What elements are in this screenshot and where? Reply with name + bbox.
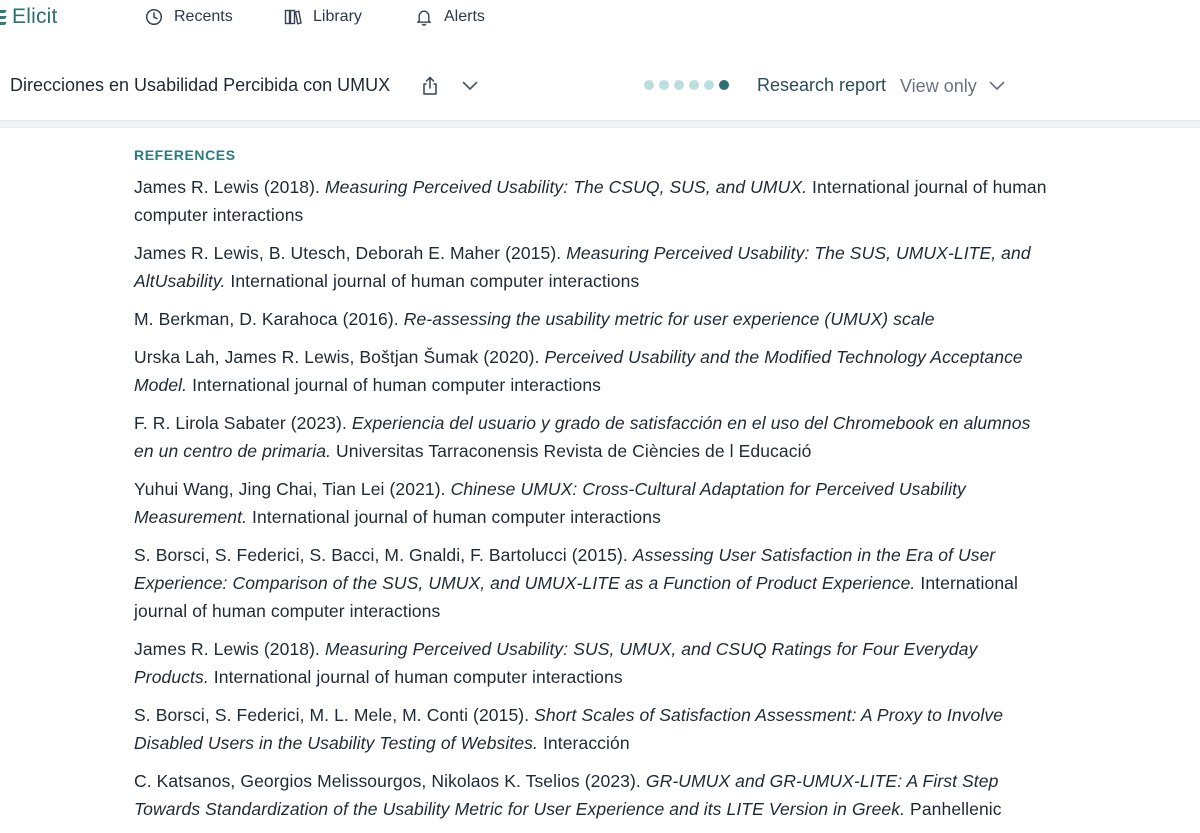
reference-item — [134, 173, 1054, 229]
nav-recents-label: Recents — [174, 8, 233, 25]
document-header — [0, 58, 1200, 114]
reference-item — [134, 475, 1054, 531]
reference-title: GR-UMUX and GR-UMUX-LITE: A First Step Towards Standardization of the Usability Metric for User Experience and its LITE Version in Greek. — [134, 771, 999, 819]
progress-step — [689, 80, 699, 90]
app-logo[interactable] — [0, 4, 58, 30]
chevron-down-icon — [462, 81, 478, 91]
reference-item — [134, 541, 1054, 625]
reference-title: Measuring Perceived Usability: SUS, UMUX, and CSUQ Ratings for Four Everyday Products. — [134, 639, 978, 687]
nav-library-label: Library — [313, 8, 362, 25]
clock-icon — [145, 8, 163, 26]
reference-item — [134, 701, 1054, 757]
bell-icon — [415, 8, 433, 26]
progress-step — [704, 80, 714, 90]
app-name: Elicit — [12, 5, 58, 28]
reference-authors: Yuhui Wang, Jing Chai, Tian Lei (2021). — [134, 479, 446, 499]
reference-title: Re-assessing the usability metric for user experience (UMUX) scale — [403, 309, 935, 329]
view-mode-label: View only — [900, 75, 977, 96]
references-section — [134, 146, 1054, 833]
progress-steps — [644, 80, 729, 90]
reference-venue: International journal of human computer interactions — [252, 507, 661, 527]
share-button[interactable] — [419, 74, 441, 98]
reference-title: Experiencia del usuario y grado de satisfacción en el uso del Chromebook en alumnos en un centro de primaria. — [134, 413, 1031, 461]
reference-authors: F. R. Lirola Sabater (2023). — [134, 413, 347, 433]
progress-step-active — [719, 80, 729, 90]
progress-step — [659, 80, 669, 90]
reference-item — [134, 635, 1054, 691]
reference-venue: International journal of human computer interactions — [230, 271, 640, 291]
reference-venue: International journal of human computer interactions — [192, 375, 602, 395]
reference-title: Measuring Perceived Usability: The SUS, UMUX-LITE, and AltUsability. — [134, 243, 1031, 291]
reference-venue: International journal of human computer interactions — [134, 177, 1047, 225]
reference-authors: James R. Lewis (2018). — [134, 177, 321, 197]
chevron-down-icon — [989, 81, 1005, 91]
reference-item — [134, 767, 1054, 823]
reference-venue: Panhellenic — [910, 799, 1002, 819]
reference-item — [134, 305, 1054, 333]
reference-authors: James R. Lewis (2018). — [134, 639, 321, 659]
reference-authors: C. Katsanos, Georgios Melissourgos, Nikolaos K. Tselios (2023). — [134, 771, 641, 791]
report-type-label: Research report — [757, 75, 887, 95]
reference-title: Short Scales of Satisfaction Assessment: A Proxy to Involve Disabled Users in the Usability Testing of Websites. — [134, 705, 1004, 753]
reference-authors: M. Berkman, D. Karahoca (2016). — [134, 309, 399, 329]
reference-authors: Urska Lah, James R. Lewis, Boštjan Šumak (2020). — [134, 347, 540, 367]
document-title: Direcciones en Usabilidad Percibida con UMUX — [10, 75, 391, 95]
reference-authors: James R. Lewis, B. Utesch, Deborah E. Maher (2015). — [134, 243, 562, 263]
books-icon — [284, 8, 302, 26]
progress-step — [644, 80, 654, 90]
reference-venue: Interacción — [542, 733, 630, 753]
reference-item — [134, 239, 1054, 295]
nav-library[interactable] — [284, 6, 362, 28]
view-mode-select[interactable] — [900, 75, 1005, 97]
nav-recents[interactable] — [145, 6, 233, 28]
top-navigation — [0, 0, 1200, 36]
reference-authors: S. Borsci, S. Federici, S. Bacci, M. Gnaldi, F. Bartolucci (2015). — [134, 545, 628, 565]
progress-step — [674, 80, 684, 90]
share-icon — [421, 76, 439, 96]
document-menu-button[interactable] — [460, 76, 480, 96]
reference-title: Assessing User Satisfaction in the Era of User Experience: Comparison of the SUS, UMUX, and UMUX-LITE as a Function of Product Experience. — [134, 545, 996, 593]
reference-venue: International journal of human computer interactions — [134, 573, 1018, 621]
reference-venue: International journal of human computer interactions — [213, 667, 623, 687]
nav-alerts-label: Alerts — [444, 8, 485, 25]
references-heading: REFERENCES — [134, 147, 236, 163]
reference-item — [134, 343, 1054, 399]
reference-title: Perceived Usability and the Modified Technology Acceptance Model. — [134, 347, 1023, 395]
nav-alerts[interactable] — [415, 6, 485, 28]
reference-title: Chinese UMUX: Cross-Cultural Adaptation for Perceived Usability Measurement. — [134, 479, 966, 527]
reference-venue: Universitas Tarraconensis Revista de Ciències de l Educació — [336, 441, 812, 461]
reference-item — [134, 409, 1054, 465]
elicit-logo-icon — [0, 7, 8, 27]
header-divider — [0, 120, 1200, 128]
reference-title: Measuring Perceived Usability: The CSUQ, SUS, and UMUX. — [325, 177, 808, 197]
reference-authors: S. Borsci, S. Federici, M. L. Mele, M. Conti (2015). — [134, 705, 530, 725]
